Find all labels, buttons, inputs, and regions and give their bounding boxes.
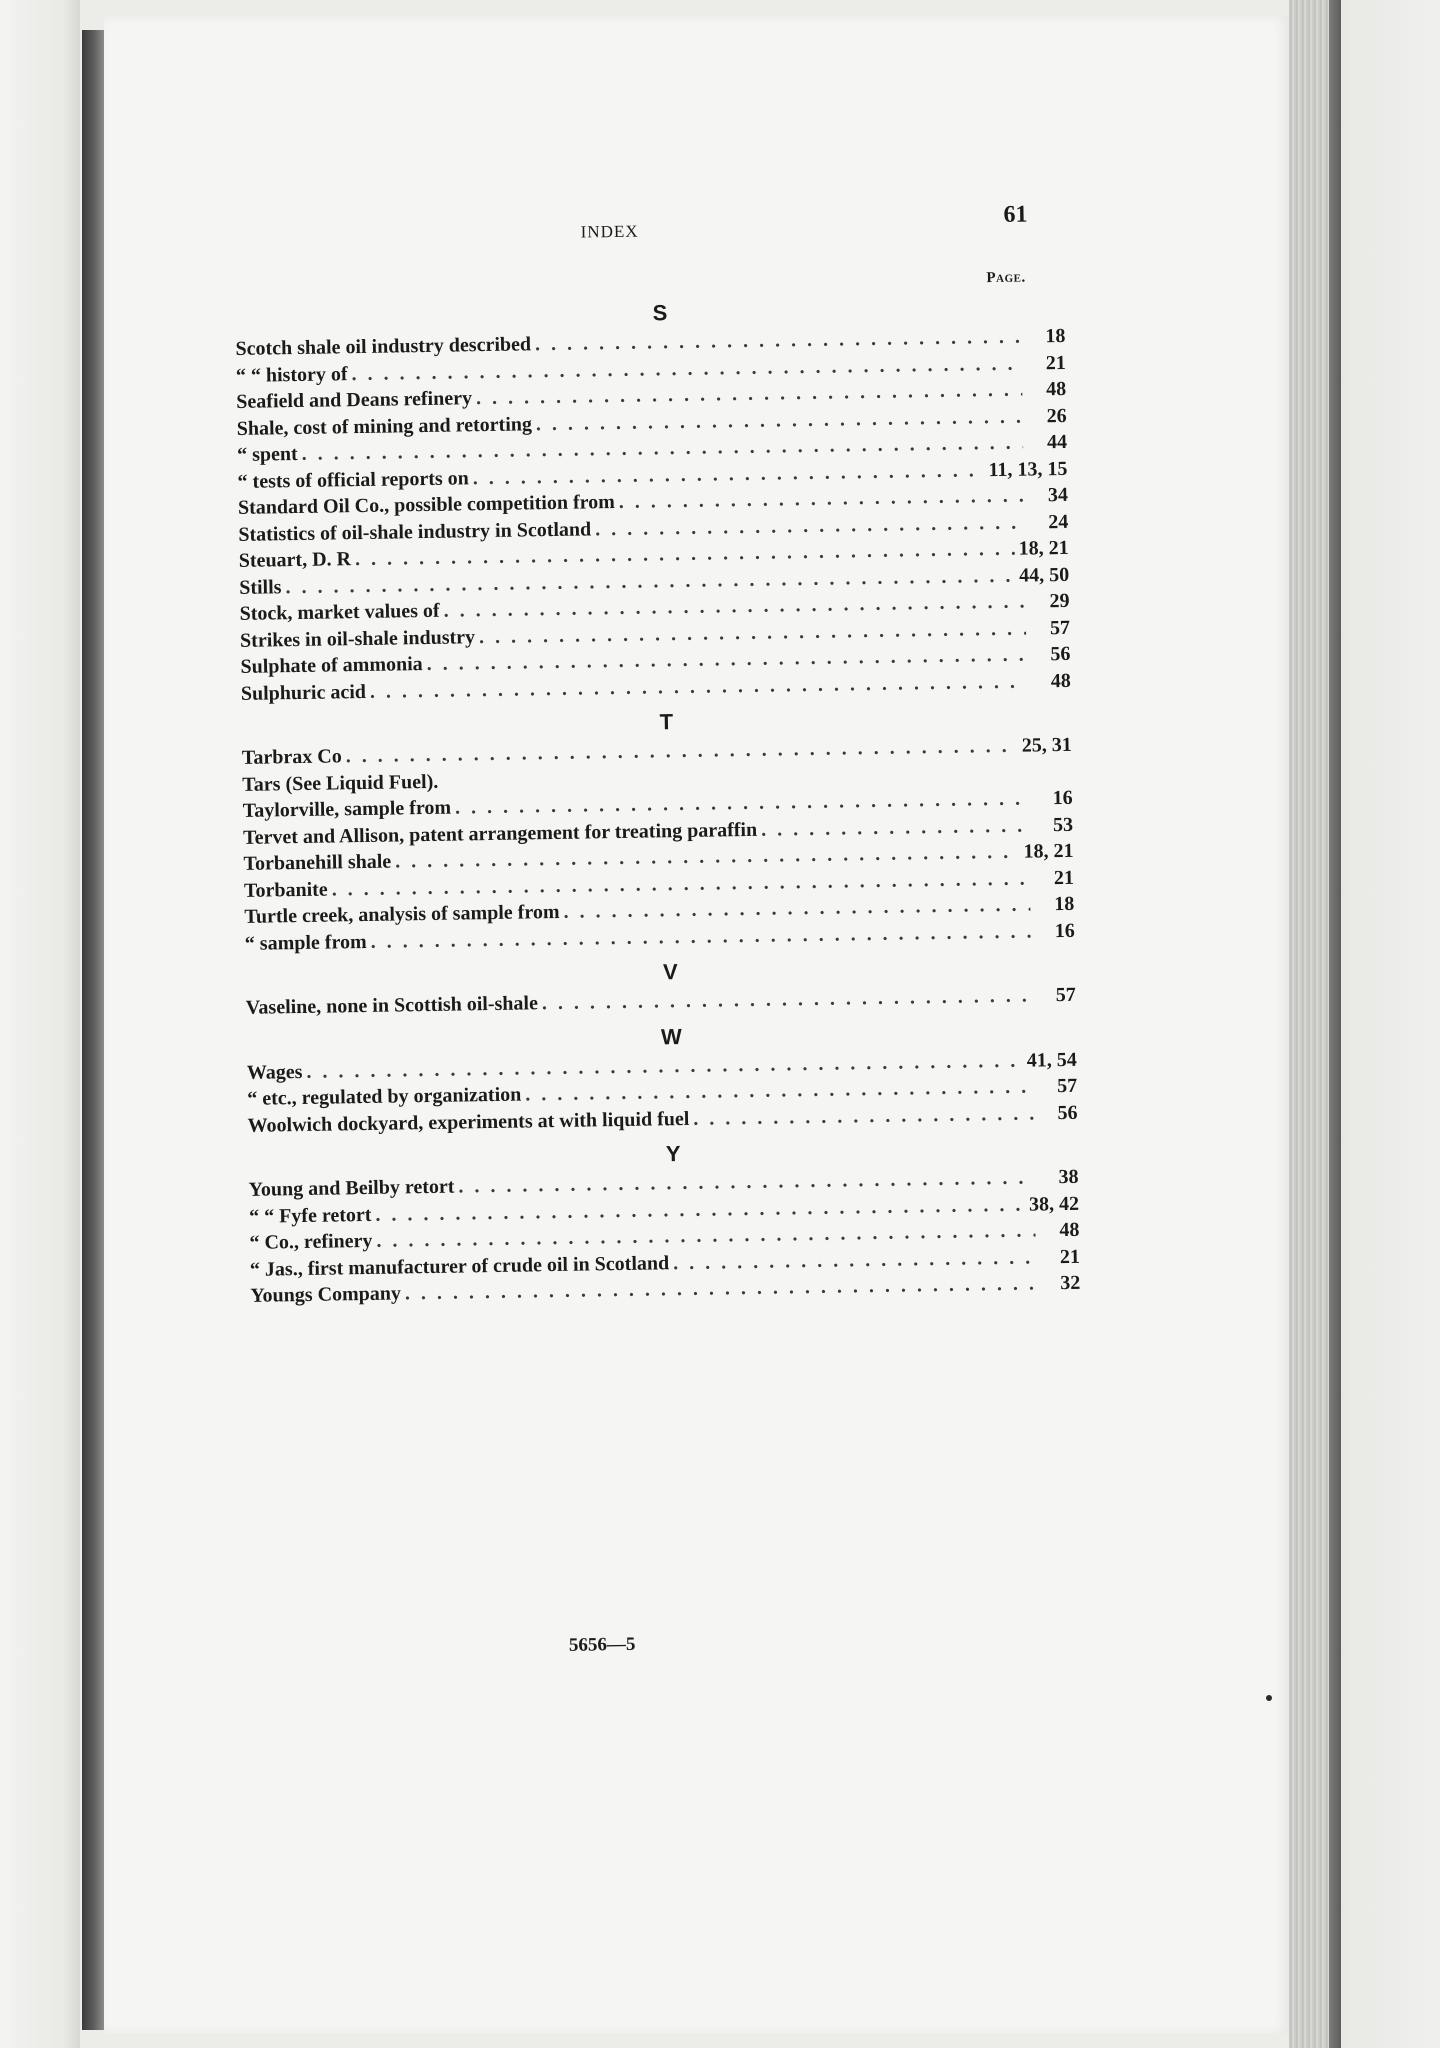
- page-number: 61: [1003, 201, 1028, 228]
- entry-pages: 38, 42: [1028, 1192, 1080, 1216]
- entry-text: Turtle creek, analysis of sample from: [244, 900, 560, 928]
- entry-text: Tarbrax Co: [241, 745, 342, 769]
- entry-text: Standard Oil Co., possible competition from: [237, 491, 615, 519]
- entry-pages: 24: [1048, 510, 1069, 533]
- entry-text: Stills: [239, 575, 282, 599]
- entry-text: “ Co., refinery: [249, 1229, 373, 1254]
- running-head: INDEX: [580, 221, 639, 242]
- entry-text: Tervet and Allison, patent arrangement for treating paraffin: [242, 818, 758, 849]
- entry-pages: 57: [1056, 1074, 1078, 1098]
- entry-text: Strikes in oil-shale industry: [239, 625, 476, 652]
- entry-pages: 21: [1059, 1245, 1081, 1268]
- entry-text: Shale, cost of mining and retorting: [236, 412, 533, 440]
- page-column-label: Page.: [986, 269, 1026, 287]
- entry-text: Steuart, D. R: [238, 548, 352, 572]
- entry-text: Wages: [246, 1060, 303, 1084]
- printer-code: 5656—5: [568, 1633, 636, 1656]
- entry-pages: 48: [1046, 377, 1067, 401]
- entry-pages: 18, 21: [1018, 536, 1069, 560]
- entry-pages: 44: [1046, 430, 1068, 454]
- leader-dots: [693, 1102, 1034, 1130]
- entry-text: “ tests of official reports on: [237, 466, 469, 493]
- entry-pages: 38: [1058, 1165, 1079, 1189]
- entry-pages: 34: [1047, 483, 1069, 507]
- entry-text: Statistics of oil-shale industry in Scotland: [238, 517, 592, 546]
- entry-text: Youngs Company: [250, 1282, 402, 1307]
- leader-dots: [673, 1246, 1036, 1275]
- entry-text: “ etc., regulated by organization: [247, 1083, 522, 1110]
- entry-text: Scotch shale oil industry described: [235, 333, 532, 360]
- entry-text: “ “ Fyfe retort: [248, 1203, 372, 1228]
- entry-pages: 44, 50: [1018, 563, 1070, 587]
- entry-pages: 16: [1054, 919, 1075, 942]
- entry-text: Torbanehill shale: [243, 850, 392, 875]
- entry-text: Torbanite: [243, 878, 328, 902]
- entry-text: “ Jas., first manufacturer of crude oil in Scotland: [249, 1251, 670, 1281]
- entry-pages: 21: [1053, 866, 1075, 889]
- entry-text: Sulphate of ammonia: [240, 653, 423, 678]
- dust-speck: [1266, 1695, 1272, 1701]
- book-gutter: [82, 30, 104, 2030]
- entry-pages: 21: [1045, 351, 1066, 374]
- entry-text: Seafield and Deans refinery: [236, 387, 473, 413]
- facing-page-edge: [0, 0, 80, 2048]
- entry-pages: 29: [1049, 589, 1070, 613]
- entry-pages: 48: [1050, 669, 1071, 692]
- page-stack-edge: [1289, 0, 1329, 2048]
- entry-pages: 56: [1050, 642, 1071, 666]
- entry-pages: 16: [1052, 786, 1073, 810]
- entry-pages: [1032, 777, 1072, 778]
- entry-pages: 26: [1046, 404, 1067, 427]
- entry-pages: 57: [1055, 983, 1076, 1007]
- entry-text: Sulphuric acid: [240, 680, 367, 705]
- section-letter: W: [660, 1023, 682, 1049]
- entry-pages: 41, 54: [1026, 1048, 1077, 1072]
- entry-pages: 18, 21: [1023, 839, 1074, 863]
- entry-text: Woolwich dockyard, experiments at with liquid fuel: [247, 1107, 690, 1137]
- scan-margin: [1341, 0, 1440, 2048]
- entry-text: Taylorville, sample from: [242, 796, 452, 822]
- entry-pages: 18: [1045, 324, 1066, 348]
- entry-text: “ spent: [236, 442, 298, 466]
- leader-dots: [761, 814, 1029, 841]
- entry-text: Vaseline, none in Scottish oil-shale: [245, 992, 539, 1019]
- entry-pages: 11, 13, 15: [988, 457, 1068, 481]
- entry-pages: 25, 31: [1021, 733, 1072, 757]
- section-letter: Y: [665, 1141, 681, 1167]
- entry-text: “ sample from: [244, 930, 367, 955]
- entry-pages: 48: [1059, 1218, 1080, 1242]
- entry-text: “ “ history of: [235, 362, 348, 387]
- entry-text: Tars (See Liquid Fuel).: [242, 770, 439, 796]
- section-letter: T: [659, 709, 674, 735]
- entry-pages: 53: [1052, 813, 1074, 836]
- book-cover-edge: [1329, 0, 1341, 2048]
- entry-pages: 18: [1054, 892, 1075, 916]
- section-letter: S: [652, 300, 668, 326]
- entry-text: Stock, market values of: [239, 599, 440, 625]
- entry-pages: 56: [1057, 1101, 1078, 1124]
- index-entries: [235, 287, 1081, 1311]
- entry-pages: 57: [1049, 616, 1071, 639]
- entry-pages: 32: [1060, 1271, 1081, 1295]
- entry-text: Young and Beilby retort: [248, 1175, 455, 1201]
- section-letter: V: [662, 959, 678, 985]
